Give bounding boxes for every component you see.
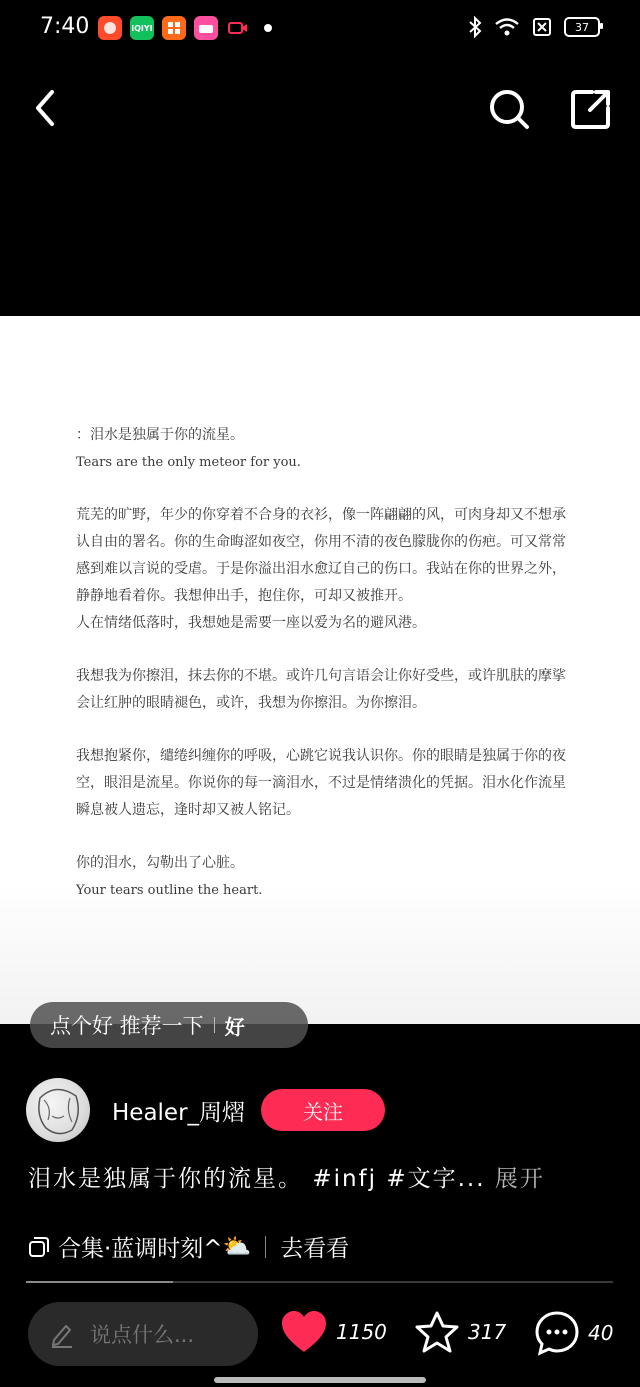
back-icon[interactable]: [28, 86, 68, 130]
comment-icon: [534, 1310, 580, 1356]
post-text: [76, 422, 568, 930]
post-paragraph: [76, 422, 568, 476]
go-watch-button[interactable]: 去看看: [280, 1236, 350, 1262]
avatar[interactable]: [26, 1078, 90, 1142]
recommend-label: 点个好 推荐一下: [50, 1014, 204, 1038]
post-paragraph-en: Tears are the only meteor for you.: [76, 455, 301, 470]
no-sim-icon: [532, 17, 552, 37]
like-button[interactable]: [280, 1310, 387, 1354]
app-icon-pink: [194, 16, 218, 40]
collection-icon: [28, 1236, 50, 1258]
pill-divider: [214, 1017, 215, 1033]
post-paragraph-cn: 你的泪水，勾勒出了心脏。: [76, 855, 244, 871]
comment-placeholder: 说点什么...: [90, 1323, 195, 1347]
heart-icon: [280, 1310, 328, 1354]
post-paragraph: 荒芜的旷野，年少的你穿着不合身的衣衫，像一阵翩翩的风，可肉身却又不想承认自由的署名。你的生命晦涩如夜空，你用不清的夜色朦胧你的伤疤。可又常常感到难以言说的受虐。于是你溢出泪水愈辽自己的伤口。我站在你的世界之外，静静地看着你。我想伸出手，抱住你，可却又被推开。 人在情绪低落时，我想她是需要一座以爱为名的避风港。: [76, 507, 566, 631]
share-icon[interactable]: [568, 86, 614, 132]
app-icon-red-blob: [98, 16, 122, 40]
bluetooth-icon: [468, 16, 482, 38]
search-icon[interactable]: [486, 86, 532, 132]
post-image[interactable]: [0, 316, 640, 1024]
like-count: 1150: [336, 1320, 387, 1344]
caption-text: 泪水是独属于你的流星。: [28, 1166, 303, 1192]
favorite-button[interactable]: [414, 1310, 506, 1354]
status-time: 7:40: [40, 14, 90, 39]
post-paragraph: 我想抱紧你，缱绻纠缠你的呼吸，心跳它说我认识你。你的眼睛是独属于你的夜空，眼泪是流星。你说你的每一滴泪水，不过是情绪溃化的凭据。泪水化作流星瞬息被人遗忘，逢时却又被人铭记。: [76, 748, 566, 818]
hao-icon: 好: [224, 1014, 245, 1039]
status-right: [468, 16, 600, 38]
pencil-icon: [48, 1320, 76, 1348]
post-paragraph: 我想我为你擦泪，抹去你的不堪。或许几句言语会让你好受些，或许肌肤的摩挲会让红肿的眼睛褪色，或许，我想为你擦泪。为你擦泪。: [76, 668, 566, 711]
app-icon-orange-grid: [162, 16, 186, 40]
top-nav: [0, 70, 640, 150]
battery-indicator: 37: [564, 17, 600, 37]
author-name[interactable]: Healer_周熠: [112, 1099, 246, 1126]
home-indicator[interactable]: [214, 1377, 426, 1383]
favorite-count: 317: [468, 1320, 507, 1344]
comment-button[interactable]: [534, 1310, 613, 1356]
collection-label: 合集·蓝调时刻^: [58, 1236, 223, 1262]
comment-count: 40: [588, 1321, 614, 1345]
recommend-button[interactable]: [30, 1002, 308, 1048]
status-bar: [0, 0, 640, 58]
caption-ellipsis: ...: [457, 1166, 486, 1192]
notification-dot: [264, 24, 272, 32]
post-paragraph: [76, 850, 568, 904]
bottom-bar: [0, 1302, 640, 1368]
collection-progress: [26, 1281, 613, 1283]
app-icon-video-rec: [226, 16, 250, 40]
post-paragraph-en: Your tears outline the heart.: [76, 883, 263, 898]
wifi-icon: [494, 17, 520, 37]
notification-app-icons: [98, 16, 250, 40]
collection-emoji: ⛅: [222, 1234, 252, 1260]
post-paragraph-cn: ：泪水是独属于你的流星。: [76, 427, 244, 443]
collection-progress-fill: [26, 1281, 173, 1283]
expand-button[interactable]: 展开: [494, 1166, 545, 1192]
comment-input[interactable]: [28, 1302, 258, 1366]
follow-button[interactable]: 关注: [261, 1089, 385, 1131]
collection-divider: [265, 1236, 266, 1258]
author-row: [26, 1078, 626, 1142]
caption: [28, 1160, 628, 1193]
star-icon: [414, 1310, 460, 1354]
app-icon-iqiyi: iQIYI: [130, 16, 154, 40]
caption-tags[interactable]: #infj #文字: [312, 1166, 458, 1192]
collection-row[interactable]: [28, 1230, 349, 1263]
